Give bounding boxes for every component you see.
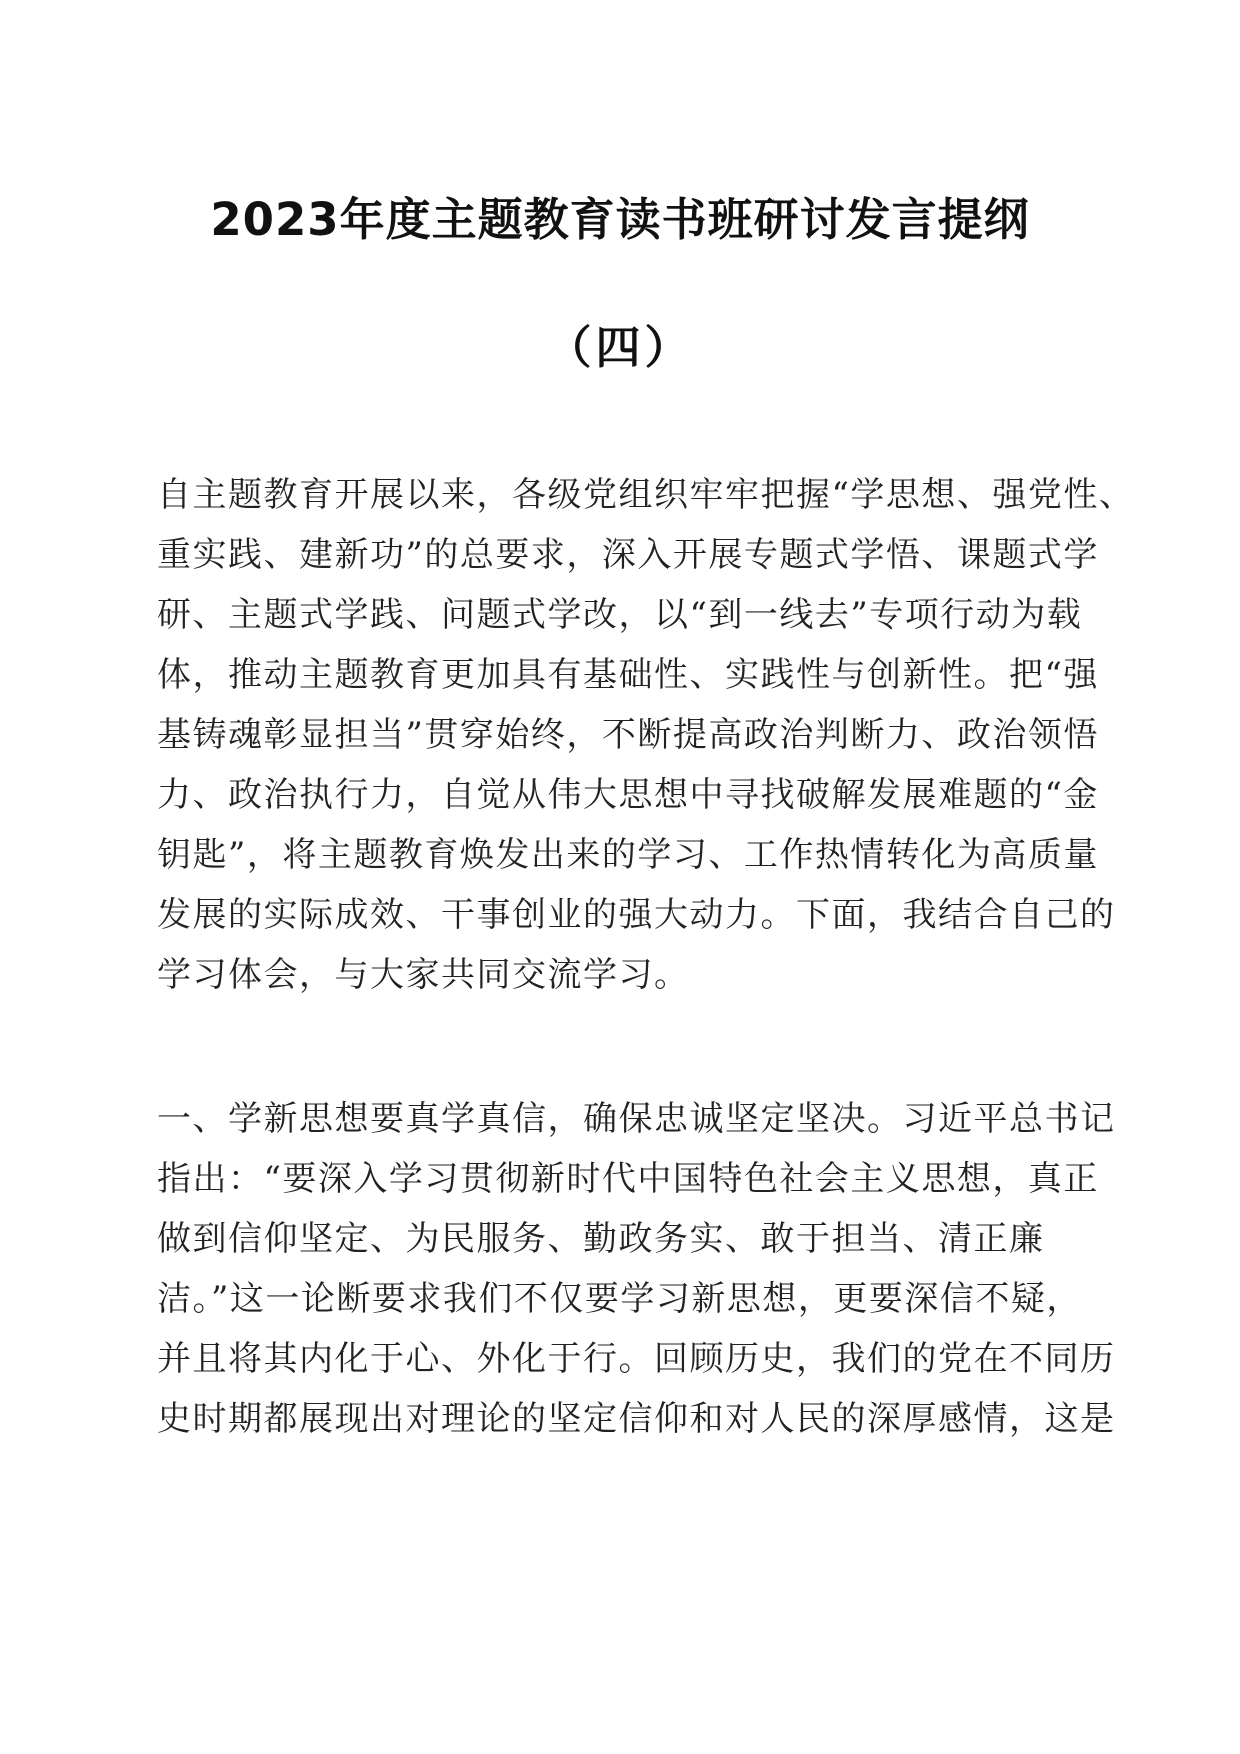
text-line: 并且将其内化于心、外化于行。回顾历史，我们的党在不同历 — [157, 1339, 1116, 1379]
text-line: 自主题教育开展以来，各级党组织牢牢把握“学思想、强党性、 — [157, 475, 1135, 515]
text-line: 体，推动主题教育更加具有基础性、实践性与创新性。把“强 — [157, 655, 1099, 695]
text-line: 做到信仰坚定、为民服务、勤政务实、敢于担当、清正廉 — [157, 1219, 1045, 1259]
text-line: 力、政治执行力，自觉从伟大思想中寻找破解发展难题的“金 — [157, 775, 1099, 815]
document-title: 2023年度主题教育读书班研讨发言提纲 — [210, 193, 1030, 246]
text-line: 研、主题式学践、问题式学改，以“到一线去”专项行动为载 — [157, 595, 1083, 635]
text-line: 一、学新思想要真学真信，确保忠诚坚定坚决。习近平总书记 — [157, 1099, 1116, 1139]
text-line: 指出：“要深入学习贯彻新时代中国特色社会主义思想，真正 — [157, 1159, 1099, 1199]
text-line: 钥匙”，将主题教育焕发出来的学习、工作热情转化为高质量 — [157, 835, 1099, 875]
text-line: 洁。”这一论断要求我们不仅要学习新思想，更要深信不疑， — [157, 1279, 1082, 1319]
document-subtitle: （四） — [546, 321, 694, 374]
text-line: 基铸魂彰显担当”贯穿始终，不断提高政治判断力、政治领悟 — [157, 715, 1099, 755]
text-line: 重实践、建新功”的总要求，深入开展专题式学悟、课题式学 — [157, 535, 1099, 575]
text-line: 学习体会，与大家共同交流学习。 — [157, 955, 690, 995]
text-line: 发展的实际成效、干事创业的强大动力。下面，我结合自己的 — [157, 895, 1116, 935]
text-line: 史时期都展现出对理论的坚定信仰和对人民的深厚感情，这是 — [157, 1399, 1116, 1439]
